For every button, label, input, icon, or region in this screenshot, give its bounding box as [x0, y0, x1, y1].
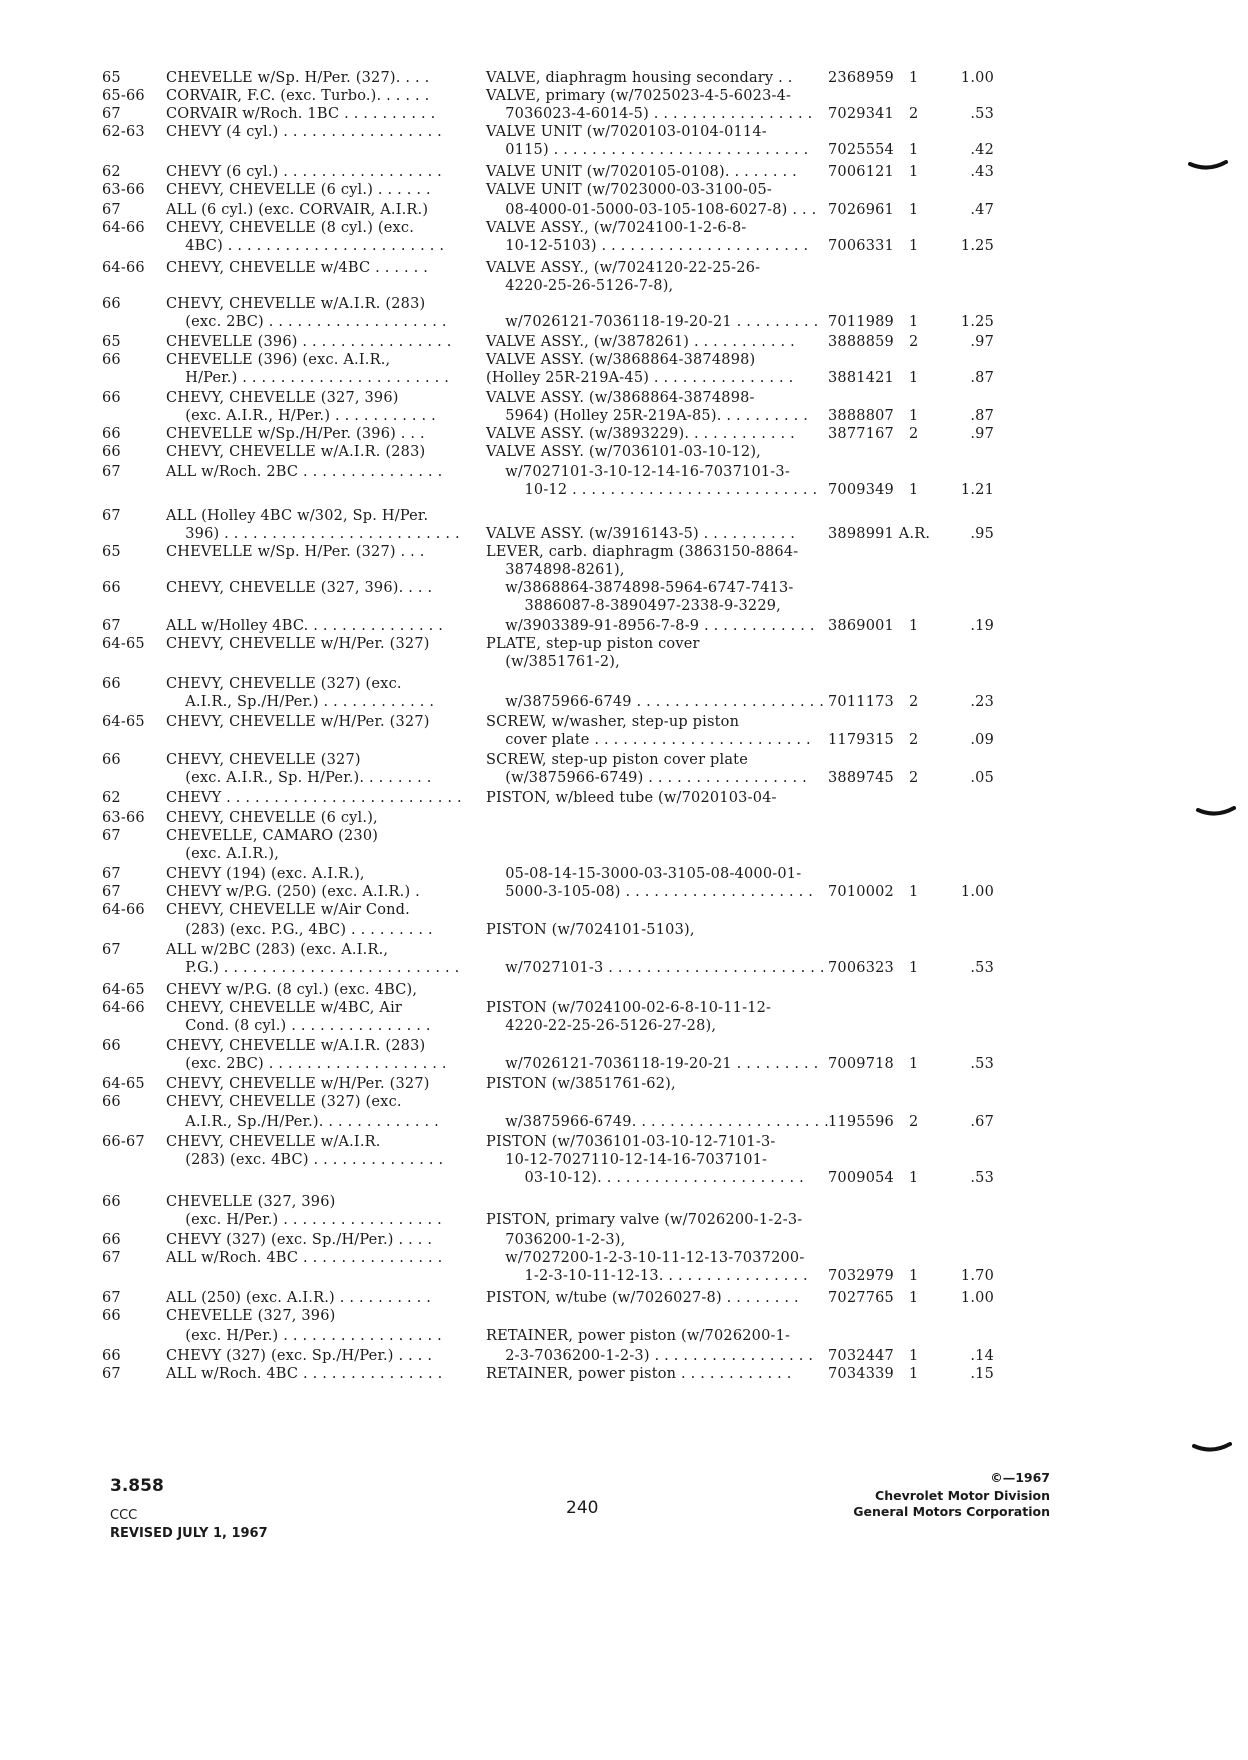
year-cell: 62-63 [102, 124, 145, 140]
part-description-cell: VALVE UNIT (w/7023000-03-3100-05- [486, 182, 772, 198]
division-name: Chevrolet Motor Division [875, 1488, 1050, 1503]
part-number-cell: 7026961 [828, 202, 894, 218]
application-cell: CHEVY, CHEVELLE (327, 396) [166, 390, 399, 406]
quantity-cell: 2 [909, 1114, 919, 1130]
application-cell: CHEVY, CHEVELLE w/A.I.R. (283) [166, 444, 426, 460]
year-cell: 64-66 [102, 220, 145, 236]
application-cell: CHEVY (4 cyl.) . . . . . . . . . . . . . . . . . [166, 124, 442, 140]
part-description-cell: 0115) . . . . . . . . . . . . . . . . . . . . . . . . . . . [486, 142, 809, 158]
part-description-cell: PISTON, w/tube (w/7026027-8) . . . . . . . . [486, 1290, 799, 1306]
application-cell: A.I.R., Sp./H/Per.) . . . . . . . . . . . . [166, 694, 435, 710]
year-cell: 67 [102, 508, 121, 524]
part-description-cell: RETAINER, power piston . . . . . . . . . . . . [486, 1366, 792, 1382]
year-cell: 66 [102, 1308, 121, 1324]
application-cell: CHEVELLE (396) . . . . . . . . . . . . . . . . [166, 334, 452, 350]
part-description-cell: PISTON (w/7024100-02-6-8-10-11-12- [486, 1000, 772, 1016]
year-cell: 62 [102, 164, 121, 180]
part-description-cell: 10-12 . . . . . . . . . . . . . . . . . . . . . . . . . . [486, 482, 818, 498]
part-description-cell: VALVE, primary (w/7025023-4-5-6023-4- [486, 88, 792, 104]
part-number-cell: 7029341 [828, 106, 894, 122]
year-cell: 66 [102, 1038, 121, 1054]
part-description-cell: PISTON, w/bleed tube (w/7020103-04- [486, 790, 777, 806]
part-description-cell: 10-12-5103) . . . . . . . . . . . . . . . . . . . . . . [486, 238, 809, 254]
year-cell: 64-65 [102, 1076, 145, 1092]
part-number-cell: 7009349 [828, 482, 894, 498]
application-cell: (exc. H/Per.) . . . . . . . . . . . . . . . . . [166, 1212, 442, 1228]
quantity-cell: 1 [909, 960, 919, 976]
year-cell: 66 [102, 426, 121, 442]
quantity-cell: 1 [909, 370, 919, 386]
application-cell: 396) . . . . . . . . . . . . . . . . . . . . . . . . . [166, 526, 460, 542]
year-cell: 66 [102, 296, 121, 312]
year-cell: 66 [102, 1094, 121, 1110]
part-description-cell: w/7026121-7036118-19-20-21 . . . . . . . . . [486, 314, 819, 330]
year-cell: 64-65 [102, 636, 145, 652]
application-cell: (283) (exc. 4BC) . . . . . . . . . . . . . . [166, 1152, 444, 1168]
year-cell: 66 [102, 1194, 121, 1210]
part-description-cell: VALVE ASSY. (w/3893229). . . . . . . . . . . . [486, 426, 795, 442]
part-number-cell: 7011989 [828, 314, 894, 330]
part-number-cell: 3869001 [828, 618, 894, 634]
part-description-cell: 7036023-4-6014-5) . . . . . . . . . . . . . . . . . [486, 106, 813, 122]
year-cell: 67 [102, 1250, 121, 1266]
price-cell: .19 [970, 618, 994, 634]
application-cell: CHEVELLE w/Sp./H/Per. (396) . . . [166, 426, 425, 442]
section-number: 3.858 [110, 1476, 164, 1496]
year-cell: 66 [102, 1348, 121, 1364]
part-description-cell: VALVE ASSY. (w/3868864-3874898- [486, 390, 755, 406]
application-cell: CHEVY, CHEVELLE (6 cyl.) . . . . . . [166, 182, 431, 198]
part-description-cell: w/7027101-3 . . . . . . . . . . . . . . . . . . . . . . . [486, 960, 825, 976]
part-description-cell: 5000-3-105-08) . . . . . . . . . . . . . . . . . . . . [486, 884, 814, 900]
part-number-cell: 3888859 [828, 334, 894, 350]
application-cell: CHEVY, CHEVELLE (327, 396). . . . [166, 580, 433, 596]
part-description-cell: w/7027200-1-2-3-10-11-12-13-7037200- [486, 1250, 805, 1266]
application-cell: CORVAIR, F.C. (exc. Turbo.). . . . . . [166, 88, 430, 104]
part-description-cell: w/7027101-3-10-12-14-16-7037101-3- [486, 464, 790, 480]
year-cell: 62 [102, 790, 121, 806]
revised-date: REVISED JULY 1, 1967 [110, 1526, 268, 1541]
year-cell: 67 [102, 866, 121, 882]
price-cell: .09 [970, 732, 994, 748]
part-description-cell: 05-08-14-15-3000-03-3105-08-4000-01- [486, 866, 802, 882]
application-cell: CHEVY, CHEVELLE (327) (exc. [166, 676, 402, 692]
application-cell: CHEVY (194) (exc. A.I.R.), [166, 866, 365, 882]
part-description-cell: PISTON, primary valve (w/7026200-1-2-3- [486, 1212, 803, 1228]
quantity-cell: 1 [909, 164, 919, 180]
copyright: ©—1967 [990, 1470, 1050, 1485]
price-cell: .43 [970, 164, 994, 180]
application-cell: ALL (6 cyl.) (exc. CORVAIR, A.I.R.) [166, 202, 429, 218]
year-cell: 67 [102, 464, 121, 480]
application-cell: ALL w/Holley 4BC. . . . . . . . . . . . . . . [166, 618, 444, 634]
application-cell: CHEVY (327) (exc. Sp./H/Per.) . . . . [166, 1348, 433, 1364]
part-description-cell: 4220-25-26-5126-7-8), [486, 278, 674, 294]
application-cell: CHEVY w/P.G. (250) (exc. A.I.R.) . [166, 884, 420, 900]
part-number-cell: 3877167 [828, 426, 894, 442]
application-cell: CHEVY, CHEVELLE (327) (exc. [166, 1094, 402, 1110]
part-description-cell: VALVE UNIT (w/7020105-0108). . . . . . . . [486, 164, 797, 180]
year-cell: 67 [102, 1366, 121, 1382]
price-cell: 1.00 [960, 884, 994, 900]
part-description-cell: 5964) (Holley 25R-219A-85). . . . . . . . . . [486, 408, 809, 424]
price-cell: .53 [970, 1056, 994, 1072]
year-cell: 64-66 [102, 260, 145, 276]
part-description-cell: VALVE ASSY., (w/3878261) . . . . . . . . . . . [486, 334, 795, 350]
part-description-cell: w/3903389-91-8956-7-8-9 . . . . . . . . . . . . [486, 618, 815, 634]
price-cell: .87 [970, 370, 994, 386]
part-description-cell: PISTON (w/3851761-62), [486, 1076, 676, 1092]
quantity-cell: 1 [909, 70, 919, 86]
part-number-cell: 1179315 [828, 732, 894, 748]
price-cell: 1.00 [960, 70, 994, 86]
year-cell: 67 [102, 106, 121, 122]
part-description-cell: 1-2-3-10-11-12-13. . . . . . . . . . . . . . . . [486, 1268, 808, 1284]
part-description-cell: cover plate . . . . . . . . . . . . . . . . . . . . . . . [486, 732, 811, 748]
application-cell: (exc. A.I.R., Sp. H/Per.). . . . . . . . [166, 770, 432, 786]
application-cell: CHEVY, CHEVELLE w/H/Per. (327) [166, 1076, 430, 1092]
application-cell: ALL (Holley 4BC w/302, Sp. H/Per. [166, 508, 429, 524]
application-cell: (exc. 2BC) . . . . . . . . . . . . . . . . . . . [166, 314, 447, 330]
catalog-code: CCC [110, 1508, 138, 1523]
part-description-cell: VALVE ASSY. (w/3868864-3874898) [486, 352, 756, 368]
quantity-cell: 1 [909, 482, 919, 498]
quantity-cell: 1 [909, 408, 919, 424]
application-cell: CHEVY . . . . . . . . . . . . . . . . . . . . . . . . . [166, 790, 462, 806]
quantity-cell: 1 [909, 238, 919, 254]
quantity-cell: 1 [909, 1348, 919, 1364]
price-cell: .23 [970, 694, 994, 710]
application-cell: (exc. H/Per.) . . . . . . . . . . . . . . . . . [166, 1328, 442, 1344]
application-cell: 4BC) . . . . . . . . . . . . . . . . . . . . . . . [166, 238, 445, 254]
quantity-cell: 1 [909, 1056, 919, 1072]
price-cell: .15 [970, 1366, 994, 1382]
application-cell: CHEVY w/P.G. (8 cyl.) (exc. 4BC), [166, 982, 418, 998]
application-cell: ALL (250) (exc. A.I.R.) . . . . . . . . . . [166, 1290, 432, 1306]
price-cell: .05 [970, 770, 994, 786]
year-cell: 66 [102, 580, 121, 596]
application-cell: ALL w/Roch. 4BC . . . . . . . . . . . . . . . [166, 1366, 443, 1382]
application-cell: CHEVY, CHEVELLE w/A.I.R. (283) [166, 1038, 426, 1054]
year-cell: 64-65 [102, 982, 145, 998]
margin-mark [1196, 806, 1236, 820]
part-description-cell: 10-12-7027110-12-14-16-7037101- [486, 1152, 768, 1168]
part-number-cell: 7006331 [828, 238, 894, 254]
part-description-cell: 03-10-12). . . . . . . . . . . . . . . . . . . . . . [486, 1170, 804, 1186]
part-description-cell: LEVER, carb. diaphragm (3863150-8864- [486, 544, 799, 560]
application-cell: (exc. 2BC) . . . . . . . . . . . . . . . . . . . [166, 1056, 447, 1072]
page-number: 240 [566, 1498, 599, 1518]
price-cell: 1.70 [960, 1268, 994, 1284]
part-description-cell: VALVE, diaphragm housing secondary . . [486, 70, 793, 86]
quantity-cell: 1 [909, 314, 919, 330]
application-cell: CHEVY (6 cyl.) . . . . . . . . . . . . . . . . . [166, 164, 442, 180]
application-cell: A.I.R., Sp./H/Per.). . . . . . . . . . . . . [166, 1114, 439, 1130]
price-cell: .47 [970, 202, 994, 218]
application-cell: CHEVELLE, CAMARO (230) [166, 828, 379, 844]
year-cell: 66 [102, 676, 121, 692]
price-cell: .14 [970, 1348, 994, 1364]
year-cell: 67 [102, 202, 121, 218]
application-cell: ALL w/Roch. 4BC . . . . . . . . . . . . . . . [166, 1250, 443, 1266]
quantity-cell: 1 [909, 618, 919, 634]
margin-mark [1188, 160, 1228, 174]
quantity-cell: 1 [909, 1366, 919, 1382]
application-cell: CHEVY, CHEVELLE w/4BC . . . . . . [166, 260, 428, 276]
part-number-cell: 7025554 [828, 142, 894, 158]
part-number-cell: 3889745 [828, 770, 894, 786]
part-number-cell: 7032447 [828, 1348, 894, 1364]
part-description-cell: VALVE ASSY., (w/7024120-22-25-26- [486, 260, 761, 276]
part-description-cell: w/7026121-7036118-19-20-21 . . . . . . . . . [486, 1056, 819, 1072]
part-number-cell: 3898991 A.R. [828, 526, 931, 542]
part-description-cell: 2-3-7036200-1-2-3) . . . . . . . . . . . . . . . . . [486, 1348, 814, 1364]
quantity-cell: 1 [909, 1268, 919, 1284]
year-cell: 67 [102, 1290, 121, 1306]
price-cell: 1.00 [960, 1290, 994, 1306]
year-cell: 67 [102, 884, 121, 900]
year-cell: 67 [102, 618, 121, 634]
price-cell: .97 [970, 426, 994, 442]
year-cell: 66 [102, 390, 121, 406]
part-description-cell: (Holley 25R-219A-45) . . . . . . . . . . . . . . . [486, 370, 794, 386]
part-description-cell: PISTON (w/7036101-03-10-12-7101-3- [486, 1134, 776, 1150]
year-cell: 67 [102, 942, 121, 958]
application-cell: CHEVY, CHEVELLE w/Air Cond. [166, 902, 410, 918]
part-number-cell: 7006121 [828, 164, 894, 180]
part-number-cell: 3881421 [828, 370, 894, 386]
quantity-cell: 1 [909, 1170, 919, 1186]
year-cell: 64-65 [102, 714, 145, 730]
part-description-cell: 4220-22-25-26-5126-27-28), [486, 1018, 717, 1034]
part-description-cell: 3874898-8261), [486, 562, 625, 578]
quantity-cell: 1 [909, 1290, 919, 1306]
application-cell: P.G.) . . . . . . . . . . . . . . . . . . . . . . . . . [166, 960, 460, 976]
application-cell: CHEVY, CHEVELLE w/4BC, Air [166, 1000, 403, 1016]
application-cell: CHEVELLE w/Sp. H/Per. (327) . . . [166, 544, 425, 560]
part-description-cell: w/3868864-3874898-5964-6747-7413- [486, 580, 794, 596]
part-number-cell: 7009054 [828, 1170, 894, 1186]
application-cell: Cond. (8 cyl.) . . . . . . . . . . . . . . . [166, 1018, 431, 1034]
application-cell: CHEVY, CHEVELLE w/A.I.R. (283) [166, 296, 426, 312]
application-cell: CORVAIR w/Roch. 1BC . . . . . . . . . . [166, 106, 436, 122]
year-cell: 66-67 [102, 1134, 145, 1150]
price-cell: .87 [970, 408, 994, 424]
quantity-cell: 1 [909, 142, 919, 158]
application-cell: CHEVY, CHEVELLE (327) [166, 752, 361, 768]
year-cell: 67 [102, 828, 121, 844]
application-cell: ALL w/Roch. 2BC . . . . . . . . . . . . . . . [166, 464, 443, 480]
quantity-cell: 2 [909, 334, 919, 350]
application-cell: CHEVY, CHEVELLE w/H/Per. (327) [166, 636, 430, 652]
price-cell: .53 [970, 1170, 994, 1186]
quantity-cell: 2 [909, 426, 919, 442]
application-cell: CHEVELLE (396) (exc. A.I.R., [166, 352, 391, 368]
year-cell: 63-66 [102, 810, 145, 826]
application-cell: CHEVY, CHEVELLE w/H/Per. (327) [166, 714, 430, 730]
corporation-name: General Motors Corporation [853, 1504, 1050, 1519]
year-cell: 64-66 [102, 1000, 145, 1016]
part-description-cell: PISTON (w/7024101-5103), [486, 922, 695, 938]
quantity-cell: 1 [909, 202, 919, 218]
application-cell: CHEVELLE (327, 396) [166, 1194, 336, 1210]
year-cell: 65 [102, 544, 121, 560]
part-description-cell: SCREW, w/washer, step-up piston [486, 714, 740, 730]
part-number-cell: 3888807 [828, 408, 894, 424]
part-number-cell: 7006323 [828, 960, 894, 976]
price-cell: .95 [970, 526, 994, 542]
year-cell: 65-66 [102, 88, 145, 104]
part-number-cell: 7032979 [828, 1268, 894, 1284]
year-cell: 66 [102, 1232, 121, 1248]
application-cell: H/Per.) . . . . . . . . . . . . . . . . . . . . . . [166, 370, 450, 386]
part-number-cell: 7011173 [828, 694, 894, 710]
quantity-cell: 1 [909, 884, 919, 900]
application-cell: CHEVELLE w/Sp. H/Per. (327). . . . [166, 70, 430, 86]
part-description-cell: 7036200-1-2-3), [486, 1232, 626, 1248]
application-cell: CHEVY, CHEVELLE (6 cyl.), [166, 810, 378, 826]
part-description-cell: w/3875966-6749 . . . . . . . . . . . . . . . . . . . . [486, 694, 825, 710]
quantity-cell: 2 [909, 770, 919, 786]
price-cell: 1.21 [960, 482, 994, 498]
application-cell: (283) (exc. P.G., 4BC) . . . . . . . . . [166, 922, 433, 938]
part-description-cell: (w/3851761-2), [486, 654, 620, 670]
part-description-cell: VALVE ASSY. (w/3916143-5) . . . . . . . . . . [486, 526, 796, 542]
part-description-cell: VALVE ASSY. (w/7036101-03-10-12), [486, 444, 761, 460]
part-number-cell: 1195596 [828, 1114, 894, 1130]
year-cell: 63-66 [102, 182, 145, 198]
quantity-cell: 2 [909, 106, 919, 122]
part-number-cell: 7027765 [828, 1290, 894, 1306]
part-number-cell: 7034339 [828, 1366, 894, 1382]
price-cell: .53 [970, 960, 994, 976]
part-description-cell: SCREW, step-up piston cover plate [486, 752, 748, 768]
part-description-cell: 3886087-8-3890497-2338-9-3229, [486, 598, 781, 614]
year-cell: 64-66 [102, 902, 145, 918]
part-description-cell: VALVE UNIT (w/7020103-0104-0114- [486, 124, 767, 140]
part-description-cell: 08-4000-01-5000-03-105-108-6027-8) . . . [486, 202, 817, 218]
part-description-cell: (w/3875966-6749) . . . . . . . . . . . . . . . . . [486, 770, 807, 786]
price-cell: .67 [970, 1114, 994, 1130]
price-cell: .97 [970, 334, 994, 350]
application-cell: (exc. A.I.R., H/Per.) . . . . . . . . . . . [166, 408, 436, 424]
part-number-cell: 7010002 [828, 884, 894, 900]
year-cell: 65 [102, 70, 121, 86]
year-cell: 66 [102, 444, 121, 460]
year-cell: 65 [102, 334, 121, 350]
application-cell: CHEVELLE (327, 396) [166, 1308, 336, 1324]
application-cell: (exc. A.I.R.), [166, 846, 280, 862]
price-cell: 1.25 [960, 238, 994, 254]
part-description-cell: PLATE, step-up piston cover [486, 636, 700, 652]
application-cell: CHEVY, CHEVELLE (8 cyl.) (exc. [166, 220, 415, 236]
part-number-cell: 7009718 [828, 1056, 894, 1072]
year-cell: 66 [102, 352, 121, 368]
price-cell: 1.25 [960, 314, 994, 330]
part-description-cell: w/3875966-6749. . . . . . . . . . . . . . . . . . . . . [486, 1114, 829, 1130]
year-cell: 66 [102, 752, 121, 768]
part-description-cell: VALVE ASSY., (w/7024100-1-2-6-8- [486, 220, 747, 236]
price-cell: .53 [970, 106, 994, 122]
margin-mark [1192, 1442, 1232, 1456]
application-cell: CHEVY, CHEVELLE w/A.I.R. [166, 1134, 381, 1150]
quantity-cell: 2 [909, 732, 919, 748]
application-cell: CHEVY (327) (exc. Sp./H/Per.) . . . . [166, 1232, 433, 1248]
quantity-cell: 2 [909, 694, 919, 710]
part-description-cell: RETAINER, power piston (w/7026200-1- [486, 1328, 791, 1344]
application-cell: ALL w/2BC (283) (exc. A.I.R., [166, 942, 389, 958]
part-number-cell: 2368959 [828, 70, 894, 86]
price-cell: .42 [970, 142, 994, 158]
